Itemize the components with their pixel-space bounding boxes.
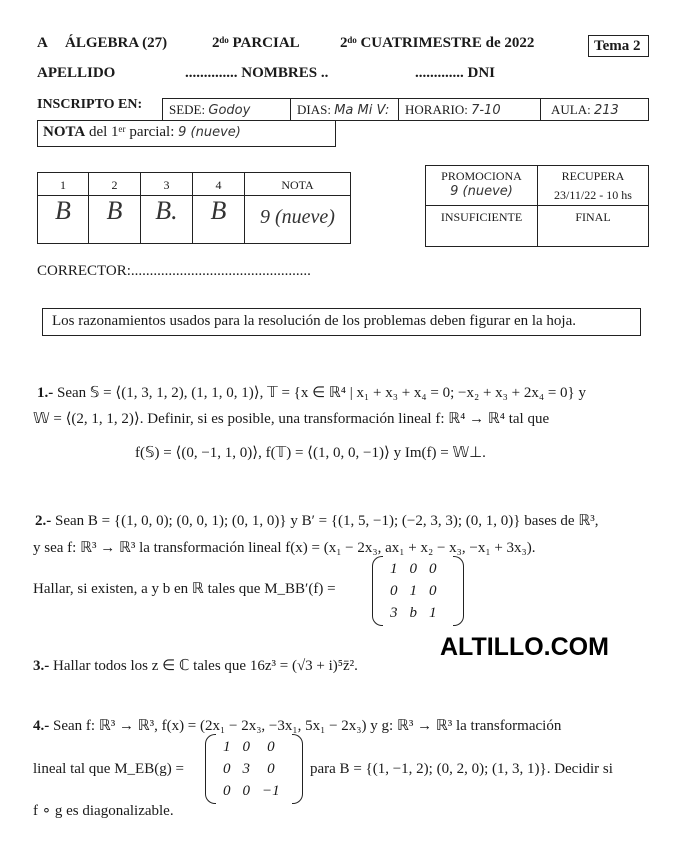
sede-field (162, 98, 291, 121)
dias-label: DIAS: (297, 102, 331, 117)
apellido-label: APELLIDO (37, 65, 116, 81)
problem-4-line-2b: para B = {(1, −1, 2); (0, 2, 0); (1, 3, 1)}. Decidir si (310, 761, 613, 777)
matrix-cell: 1 (223, 738, 231, 755)
problem-1-number: 1.- (37, 385, 54, 401)
matrix-right-paren (453, 556, 464, 626)
matrix-cell: 0 (223, 760, 231, 777)
sede-label: SEDE: (169, 102, 206, 117)
problem-4-number: 4.- (33, 718, 50, 734)
problem-1-line-2: 𝕎 = ⟨(2, 1, 1, 2)⟩. Definir, si es posible, una transformación lineal f: ℝ⁴ → ℝ⁴ tal que (33, 411, 550, 427)
matrix-cell: 0 (429, 582, 437, 599)
problem-1-line-1 (37, 383, 586, 402)
problem-3-number: 3.- (33, 658, 50, 674)
corrector-label: CORRECTOR:................................................ (37, 263, 311, 279)
promociona-cell (425, 165, 538, 206)
problem-3-line-1 (33, 656, 358, 675)
final-cell: FINAL (537, 205, 649, 247)
grade-header-1: 1 (37, 172, 89, 196)
nota-primer-value: 9 (nueve) (178, 125, 241, 140)
problem-4-text: Sean f: ℝ³ → ℝ³, f(x) = (2x₁ − 2x₃, −3x₁, 5x₁ − 2x₃) y g: ℝ³ → ℝ³ la transformación (53, 718, 562, 734)
matrix-cell: 0 (429, 560, 437, 577)
nota-label: NOTA (43, 124, 86, 140)
matrix-cell: 0 (223, 782, 231, 799)
problem-2-matrix (372, 556, 464, 626)
horario-value: 7-10 (471, 103, 501, 118)
aula-field (540, 98, 649, 121)
nota-primer-parcial-field (37, 120, 336, 147)
sede-value: Godoy (208, 103, 251, 118)
notice-box: Los razonamientos usados para la resolución de los problemas deben figurar en la hoja. (42, 308, 641, 336)
grade-value-1: B (37, 195, 89, 244)
horario-field (398, 98, 541, 121)
matrix-left-paren (205, 734, 216, 804)
matrix-cell: b (409, 604, 417, 621)
matrix-cell: 1 (390, 560, 398, 577)
aula-value: 213 (593, 103, 619, 118)
matrix-cell: 1 (409, 582, 417, 599)
problem-2-line-1 (35, 511, 598, 530)
cuatrimestre-label: 2ᵈᵒ CUATRIMESTRE de 2022 (340, 35, 535, 51)
dni-label: ............. DNI (415, 65, 496, 81)
subject-title: ÁLGEBRA (27) (65, 35, 168, 51)
matrix-cell: 0 (267, 760, 275, 777)
grade-value-2: B (88, 195, 141, 244)
matrix-right-paren (292, 734, 303, 804)
nombres-label: .............. NOMBRES .. (185, 65, 329, 81)
matrix-left-paren (372, 556, 383, 626)
parcial-label: 2ᵈᵒ PARCIAL (212, 35, 300, 51)
grade-header-2: 2 (88, 172, 141, 196)
promociona-label: PROMOCIONA (441, 169, 522, 183)
horario-label: HORARIO: (405, 102, 468, 117)
grade-value-nota: 9 (nueve) (244, 195, 351, 244)
matrix-cell: −1 (262, 782, 280, 799)
matrix-cell: 1 (429, 604, 437, 621)
matrix-cell: 3 (242, 760, 250, 777)
recupera-cell (537, 165, 649, 206)
problem-2-line-2: y sea f: ℝ³ → ℝ³ la transformación lineal f(x) = (x₁ − 2x₃, ax₁ + x₂ − x₃, −x₁ + 3x₃). (33, 540, 536, 556)
matrix-cell: 0 (267, 738, 275, 755)
problem-4-line-1 (33, 716, 561, 735)
grade-header-3: 3 (140, 172, 193, 196)
promociona-value: 9 (nueve) (450, 184, 513, 199)
matrix-cell: 0 (409, 560, 417, 577)
matrix-cell: 0 (242, 782, 250, 799)
problem-1-line-3: f(𝕊) = ⟨(0, −1, 1, 0)⟩, f(𝕋) = ⟨(1, 0, 0, −1)⟩ y Im(f) = 𝕎⊥. (135, 445, 486, 461)
problem-4-line-2a: lineal tal que M_EB(g) = (33, 761, 184, 777)
matrix-cell: 3 (390, 604, 398, 621)
recupera-label: RECUPERA (561, 169, 625, 183)
insuficiente-cell: INSUFICIENTE (425, 205, 538, 247)
grade-value-3: B. (140, 195, 193, 244)
recupera-date: 23/11/22 - 10 hs (554, 188, 632, 202)
tema-badge: Tema 2 (588, 35, 649, 57)
grade-header-nota: NOTA (244, 172, 351, 196)
inscripto-label: INSCRIPTO EN: (37, 97, 143, 112)
problem-4-line-3: f ∘ g es diagonalizable. (33, 803, 174, 819)
problem-3-text: Hallar todos los z ∈ ℂ tales que 16z³ = (√3 + i)⁵z̄². (53, 658, 358, 674)
grade-value-4: B (192, 195, 245, 244)
problem-2-text: Sean B = {(1, 0, 0); (0, 0, 1); (0, 1, 0)} y B′ = {(1, 5, −1); (−2, 3, 3); (0, 1, 0)} bases de ℝ³, (55, 513, 599, 529)
dias-field (290, 98, 399, 121)
problem-2-number: 2.- (35, 513, 52, 529)
grade-header-4: 4 (192, 172, 245, 196)
aula-label: AULA: (551, 102, 591, 117)
problem-2-line-3: Hallar, si existen, a y b en ℝ tales que M_BB′(f) = (33, 581, 336, 597)
matrix-cell: 0 (242, 738, 250, 755)
nota-label-rest: del 1ᵉʳ parcial: (88, 124, 175, 140)
problem-4-matrix (205, 734, 303, 804)
exam-letter: A (37, 35, 48, 51)
problem-1-text: Sean 𝕊 = ⟨(1, 3, 1, 2), (1, 1, 0, 1)⟩, 𝕋 = {x ∈ ℝ⁴ | x₁ + x₃ + x₄ = 0; −x₂ + x₃ + 2x₄ = 0} y (57, 385, 586, 401)
watermark: ALTILLO.COM (440, 633, 609, 661)
dias-value: Ma Mi V: (334, 103, 390, 118)
matrix-cell: 0 (390, 582, 398, 599)
